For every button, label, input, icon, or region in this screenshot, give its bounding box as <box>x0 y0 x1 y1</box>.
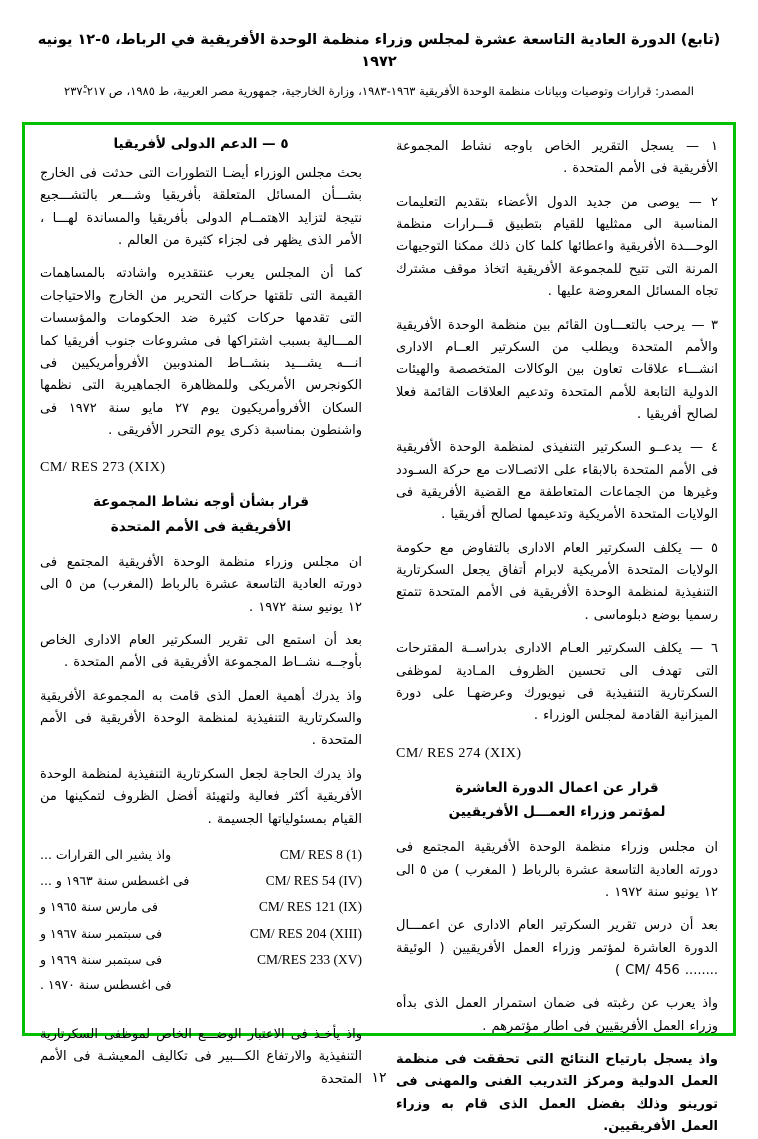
body-paragraph: بعد أن استمع الى تقرير السكرتير العام الادارى الخاص بأوجــه نشــاط المجموعة الأفريقية فى الأمم المتحدة . <box>40 632 362 671</box>
body-paragraph: بحث مجلس الوزراء أيضـا التطورات التى حدثت فى الخارج بشـــأن المسائل المتعلقة بأفريقيا وشـــعر بالتشـــجيع نتيجة لتزايد الاهتمــام الدولى بأفريقيا والمساندة لهـــا ، الأمر الذى يظهر فى لجزاء كثيرة من العالم . <box>40 166 362 249</box>
reference-code: CM/ RES 8 (1) <box>279 846 362 862</box>
reference-date: فى اغسطس سنة ١٩٧٠ . <box>40 977 172 993</box>
resolution-title-line-2: الأفريقية فى الأمم المتحدة <box>110 518 292 535</box>
resolution-title-line-2: لمؤتمر وزراء العمـــل الأفريقيين <box>448 803 666 820</box>
references-list <box>40 842 362 998</box>
document-page <box>0 30 758 1135</box>
numbered-item: ١ — يسجل التقرير الخاص باوجه نشاط المجموعة الأفريقية فى الأمم المتحدة . <box>396 139 718 177</box>
numbered-item: ٢ — يوصى من جديد الدول الأعضاء بتقديم التعليمات المناسبة الى ممثليها للقيام بتطبيق قـــرارات منظمة الوحـــدة الأفريقية واعطائها كلما كان ذلك ممكنا التوجيهات المرنة التى تتيح للمجموعة الأفريقية اتخاذ موقف مشترك تجاه المسائل المعروضة عليها . <box>396 194 718 300</box>
body-paragraph: ان مجلس وزراء منظمة الوحدة الأفريقية المجتمع فى دورته العادية التاسعة عشرة بالرباط (المغرب) من ٥ الى ١٢ يونيو سنة ١٩٧٢ . <box>40 554 362 615</box>
page-number: ١٢ <box>371 1070 387 1086</box>
resolution-title <box>396 776 718 825</box>
reference-row <box>40 921 362 947</box>
section-heading: ٥ — الدعم الدولى لأفريقيا <box>113 136 289 152</box>
page-title: (تابع) الدورة العادية التاسعة عشرة لمجلس وزراء منظمة الوحدة الأفريقية في الرباط، ٥-١٢ يونيه ١٩٧٢ <box>37 32 721 70</box>
reference-date: فى مارس سنة ١٩٦٥ و <box>40 899 158 915</box>
numbered-item: ٥ — يكلف السكرتير العام الادارى بالتفاوض مع حكومة الولايات المتحدة الأمريكية لابرام أتفاق يجعل السكرتارية التنفيذية لمنظمة الوحدة الأفريقية فى الأمم المتحدة تتمتع رسميا بوضع دبلوماسى . <box>396 540 718 623</box>
resolution-title-line-1: قرار بشأن أوجه نشاط المجموعة <box>92 494 310 511</box>
reference-row <box>40 947 362 973</box>
resolution-code: CM/ RES 274 (XIX) <box>396 745 522 761</box>
body-paragraph: واذ يدرك الحاجة لجعل السكرتارية التنفيذية لمنظمة الوحدة الأفريقية أكثر فعالية ولتهيئة أفضل الظروف لتمكينها من القيام بمسئولياتها الجسيمة . <box>40 766 362 827</box>
body-paragraph: كما أن المجلس يعرب عنتقديره واشادته بالمساهمات القيمة التى تلقتها حركات التحرير من الخارج والاحتياجات التى تقدمها حركات كثيرة ضد الحكومات والمؤسسات المـــالية بسبب اشتراكها فى مشروعات جنوب أفريقيا كما انـــه يشـــيد بنشــاط المندوبين الأفروأمريكيين فى الكونجرس الأمريكى وللمظاهرة الجماهيرية التى نظمها السكان الأفروأمريكيون يوم ٢٧ مايو سنة ١٩٧٢ فى واشنطون بمناسبة ذكرى يوم التحرر الأفريقى . <box>40 266 362 438</box>
references-intro-row <box>40 842 362 868</box>
reference-code: CM/RES 233 (XV) <box>256 952 362 968</box>
resolution-code: CM/ RES 273 (XIX) <box>40 460 166 476</box>
reference-row <box>40 894 362 920</box>
reference-row <box>40 868 362 894</box>
reference-code: CM/ RES 121 (IX) <box>258 899 362 915</box>
reference-date: فى اغسطس سنة ١٩٦٣ و ... <box>40 873 190 889</box>
reference-code: CM/ RES 54 (IV) <box>265 873 362 889</box>
reference-code: CM/ RES 204 (XIII) <box>249 925 362 941</box>
spacer <box>40 1008 362 1024</box>
numbered-item: ٤ — يدعــو السكرتير التنفيذى لمنظمة الوحدة الأفريقية فى الأمم المتحدة بالابقاء على الاتصـالات مع حركة السـودد وغيرها من الجماعات المتعاطفة مع القضية الأفريقية فى الولايات المتحدة الأمريكية وتدعيمها لصالح أفريقيا . <box>396 440 718 523</box>
closing-paragraph: واذ يأخـذ فى الاعتبار الوضـــع الخاص لموظفى السكرتارية التنفيذية والارتفاع الكـــبير فى تكاليف المعيشـة فى الأمم المتحدة <box>40 1026 362 1087</box>
column-right <box>40 136 362 1087</box>
body-paragraph: واذ يعرب عن رغبته فى ضمان استمرار العمل الذى بدأه وزراء العمل الأفريقيين فى اطار مؤتمرهم . <box>396 996 718 1034</box>
two-column-body <box>40 136 718 1135</box>
reference-row <box>40 973 362 997</box>
body-paragraph: واذ يدرك أهمية العمل الذى قامت به المجموعة الأفريقية والسكرتارية التنفيذية لمنظمة الوحدة الأفريقية فى الأمم المتحدة . <box>40 688 362 749</box>
resolution-title-line-1: قرار عن اعمال الدورة العاشرة <box>455 779 659 796</box>
final-paragraph: واذ يسجل بارتياح النتائج التى تحققت فى منظمة العمل الدولية ومركز التدريب الفنى والمهنى فى تورينو وذلك بفضل العمل الذى قام به وزراء العمل الأفريقيين. <box>396 1052 718 1135</box>
numbered-item: ٦ — يكلف السكرتير العـام الادارى بدراســة المقترحات التى تهدف الى تحسين الظروف المـادية لموظفى السكرتارية التنفيذية فى نيويورك وعرضهـا على دورة الميزانية القادمة لمجلس الوزراء . <box>396 641 718 724</box>
references-intro: واذ يشير الى القرارات ... <box>40 846 172 862</box>
numbered-item: ٣ — يرحب بالتعـــاون القائم بين منظمة الوحدة الأفريقية والأمم المتحدة ويطلب من السكرتير العــام الادارى انشـــاء علاقات تعاون بين الوكالات المتخصصة والهيئات الدولية التابعة للأمم المتحدة وتدعيم العلاقات القائمة فعلا لصالح أفريقيا . <box>396 317 718 422</box>
body-paragraph: ان مجلس وزراء منظمة الوحدة الأفريقية المجتمع فى دورته العادية التاسعة عشرة بالرباط ( المغرب ) من ٥ الى ١٢ يونيو سنة ١٩٧٢ . <box>396 840 718 900</box>
column-left <box>396 136 718 1135</box>
body-paragraph: بعد أن درس تقرير السكرتير العام الادارى عن اعمـــال الدورة العاشرة لمؤتمر وزراء العمل الأفريقيين ( الوئيقة ........ CM/ 456 ) <box>396 918 718 979</box>
source-line: المصدر: قرارات وتوصيات وبيانات منظمة الوحدة الأفريقية ١٩٦٣-١٩٨٣، وزارة الخارجية، جمهورية مصر العربية، ط ١٩٨٥، ص ٢١٧-٢٣٧ْ <box>64 83 694 98</box>
reference-date: فى سبتمبر سنة ١٩٦٩ و <box>40 952 163 968</box>
resolution-title <box>40 490 362 539</box>
reference-date: فى سبتمبر سنة ١٩٦٧ و <box>40 925 163 941</box>
